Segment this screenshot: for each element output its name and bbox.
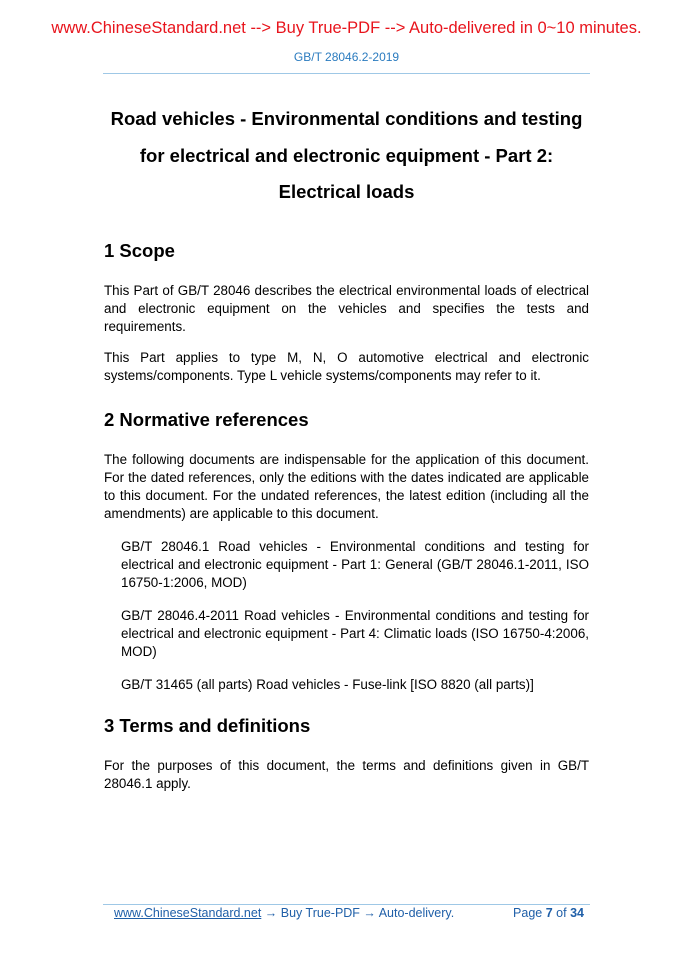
footer-promo-text: → Buy True-PDF → Auto-delivery. <box>261 906 455 920</box>
footer-divider <box>103 904 590 905</box>
scope-paragraph-2: This Part applies to type M, N, O automotive electrical and electronic systems/components. Type L vehicle systems/components may refer to it. <box>104 350 589 383</box>
terms-paragraph: For the purposes of this document, the terms and definitions given in GB/T 28046.1 apply. <box>104 758 589 791</box>
title-line-3: Electrical loads <box>278 181 415 202</box>
scope-paragraph-1: This Part of GB/T 28046 describes the electrical environmental loads of electrical and electronic equipment on the vehicles and specifies the tests and requirements. <box>104 283 589 334</box>
reference-item: GB/T 28046.1 Road vehicles - Environmental conditions and testing for electrical and electronic equipment - Part 1: General (GB/T 28046.1-2011, ISO 16750-1:2006, MOD) <box>121 539 589 590</box>
normative-paragraph: The following documents are indispensable for the application of this document. For the dated references, only the editions with the dates indicated are applicable to this document. For the undated references, the latest edition (including all the amendments) are applicable to this document. <box>104 452 589 521</box>
footer-site-link[interactable]: www.ChineseStandard.net <box>114 906 262 920</box>
standard-number: GB/T 28046.2-2019 <box>293 50 400 64</box>
section-heading-terms: 3 Terms and definitions <box>104 715 311 736</box>
title-line-1: Road vehicles - Environmental conditions and testing <box>110 108 583 129</box>
reference-item: GB/T 31465 (all parts) Road vehicles - Fuse-link [ISO 8820 (all parts)] <box>121 677 534 692</box>
promo-banner: www.ChineseStandard.net --> Buy True-PDF --> Auto-delivered in 0~10 minutes. <box>51 19 642 37</box>
document-title <box>60 101 633 211</box>
page-footer <box>114 906 584 920</box>
section-heading-normative: 2 Normative references <box>104 409 309 430</box>
current-page: 7 <box>545 906 553 920</box>
footer-promo <box>114 906 454 920</box>
page-number: Page 7 of 34 <box>513 906 584 920</box>
section-heading-scope: 1 Scope <box>104 240 175 261</box>
total-pages: 34 <box>570 906 584 920</box>
header-divider <box>103 73 590 74</box>
reference-item: GB/T 28046.4-2011 Road vehicles - Environmental conditions and testing for electrical and electronic equipment - Part 4: Climatic loads (ISO 16750-4:2006, MOD) <box>121 608 589 659</box>
title-line-2: for electrical and electronic equipment - Part 2: <box>139 144 554 166</box>
